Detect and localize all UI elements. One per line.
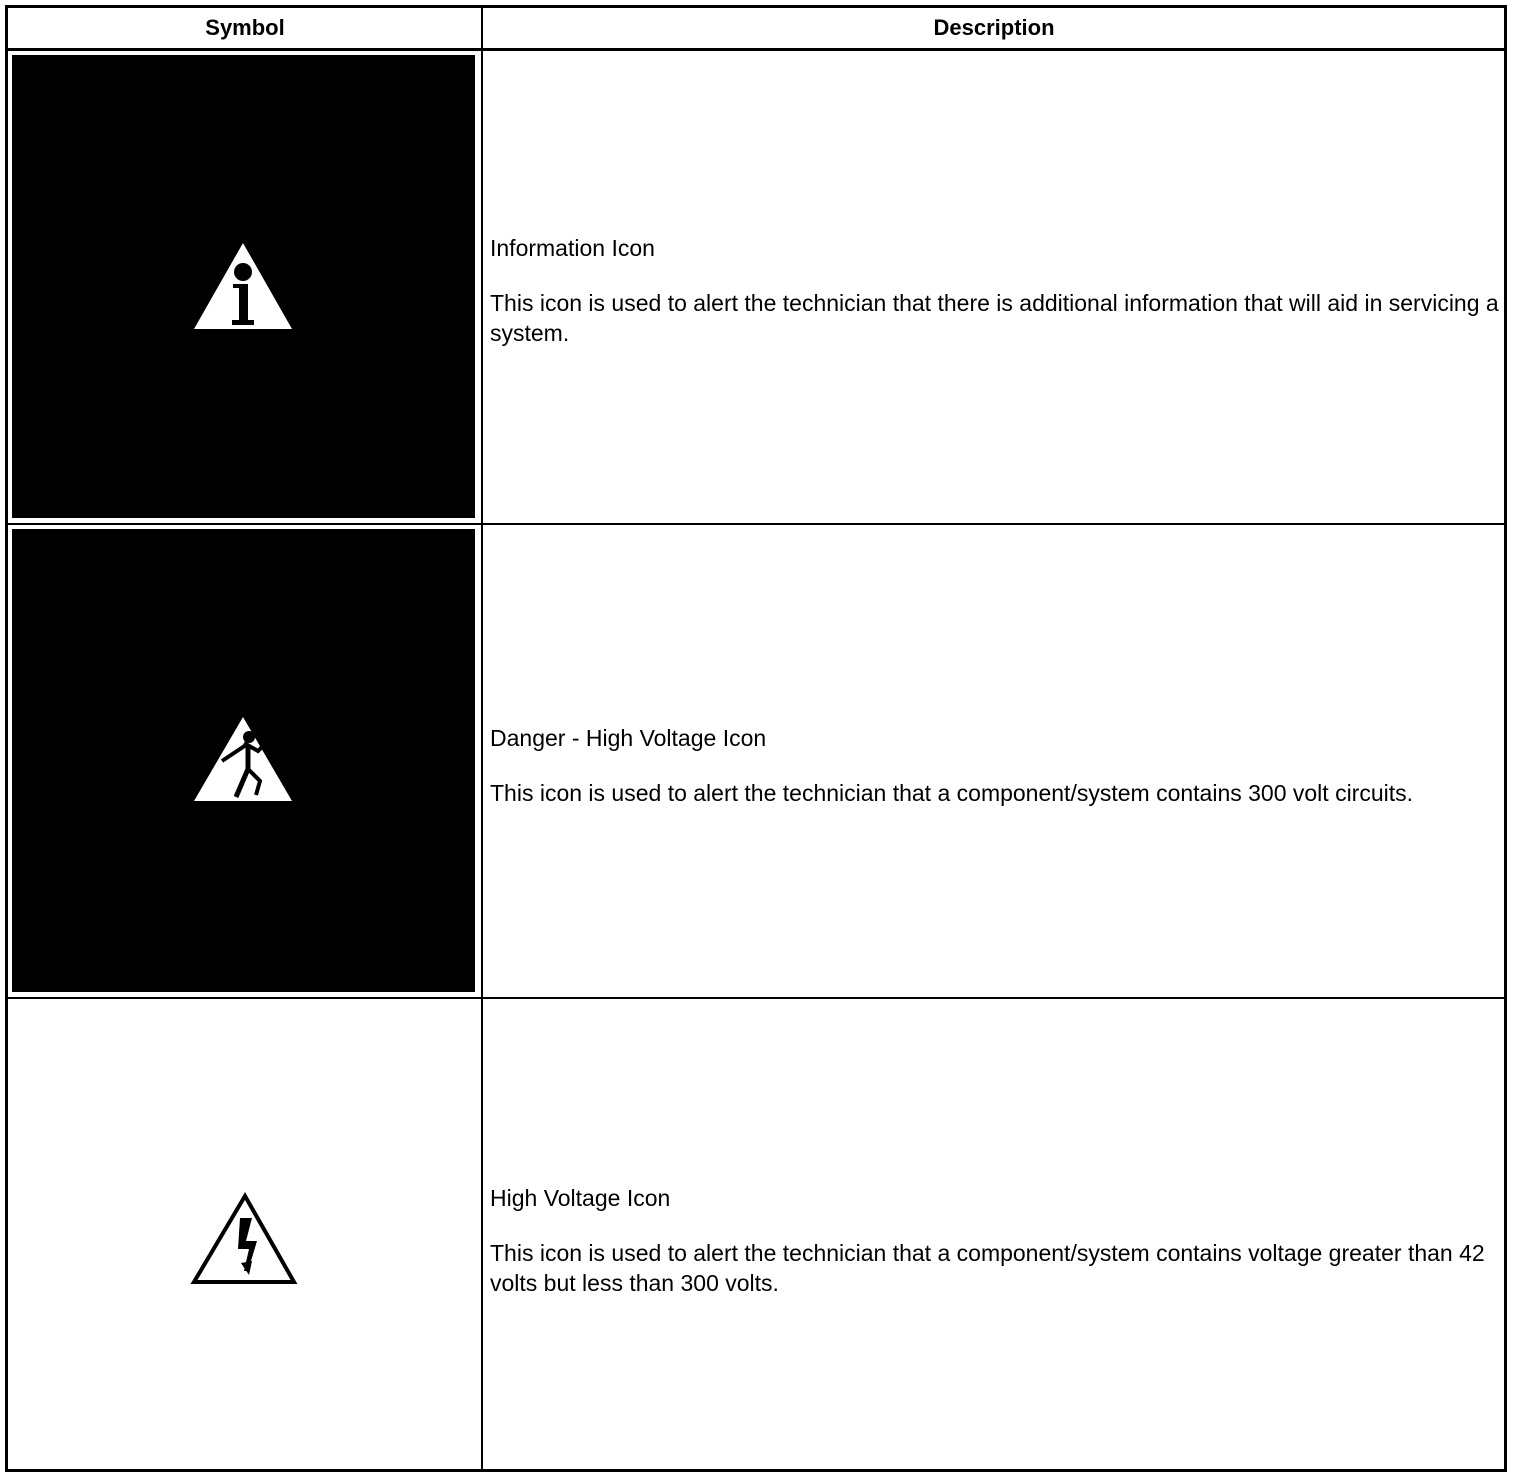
description-cell: [490, 51, 1500, 523]
table-header-row: [8, 8, 1504, 51]
symbol-cell: [8, 525, 481, 997]
description-title: High Voltage Icon: [490, 1185, 671, 1211]
table-row: [8, 525, 1504, 999]
symbol-cell: [8, 999, 481, 1469]
symbol-cell: [8, 51, 481, 523]
description-cell: [490, 999, 1500, 1469]
description-cell: [490, 525, 1500, 997]
danger-high-voltage-icon: [12, 529, 475, 992]
high-voltage-icon: [8, 999, 481, 1469]
description-text: This icon is used to alert the technician that a component/system contains voltage greater than 42 volts but less than 300 volts.: [490, 1240, 1485, 1296]
description-text: This icon is used to alert the technician that a component/system contains 300 volt circuits.: [490, 780, 1414, 806]
header-symbol: Symbol: [205, 15, 285, 40]
table-row: [8, 999, 1504, 1469]
description-text: This icon is used to alert the technician that there is additional information that will aid in servicing a system.: [490, 290, 1499, 346]
description-title: Information Icon: [490, 235, 655, 261]
information-icon: [12, 55, 475, 518]
description-title: Danger - High Voltage Icon: [490, 725, 767, 751]
symbol-table: [5, 5, 1507, 1472]
header-description: Description: [933, 15, 1055, 40]
table-row: [8, 51, 1504, 525]
